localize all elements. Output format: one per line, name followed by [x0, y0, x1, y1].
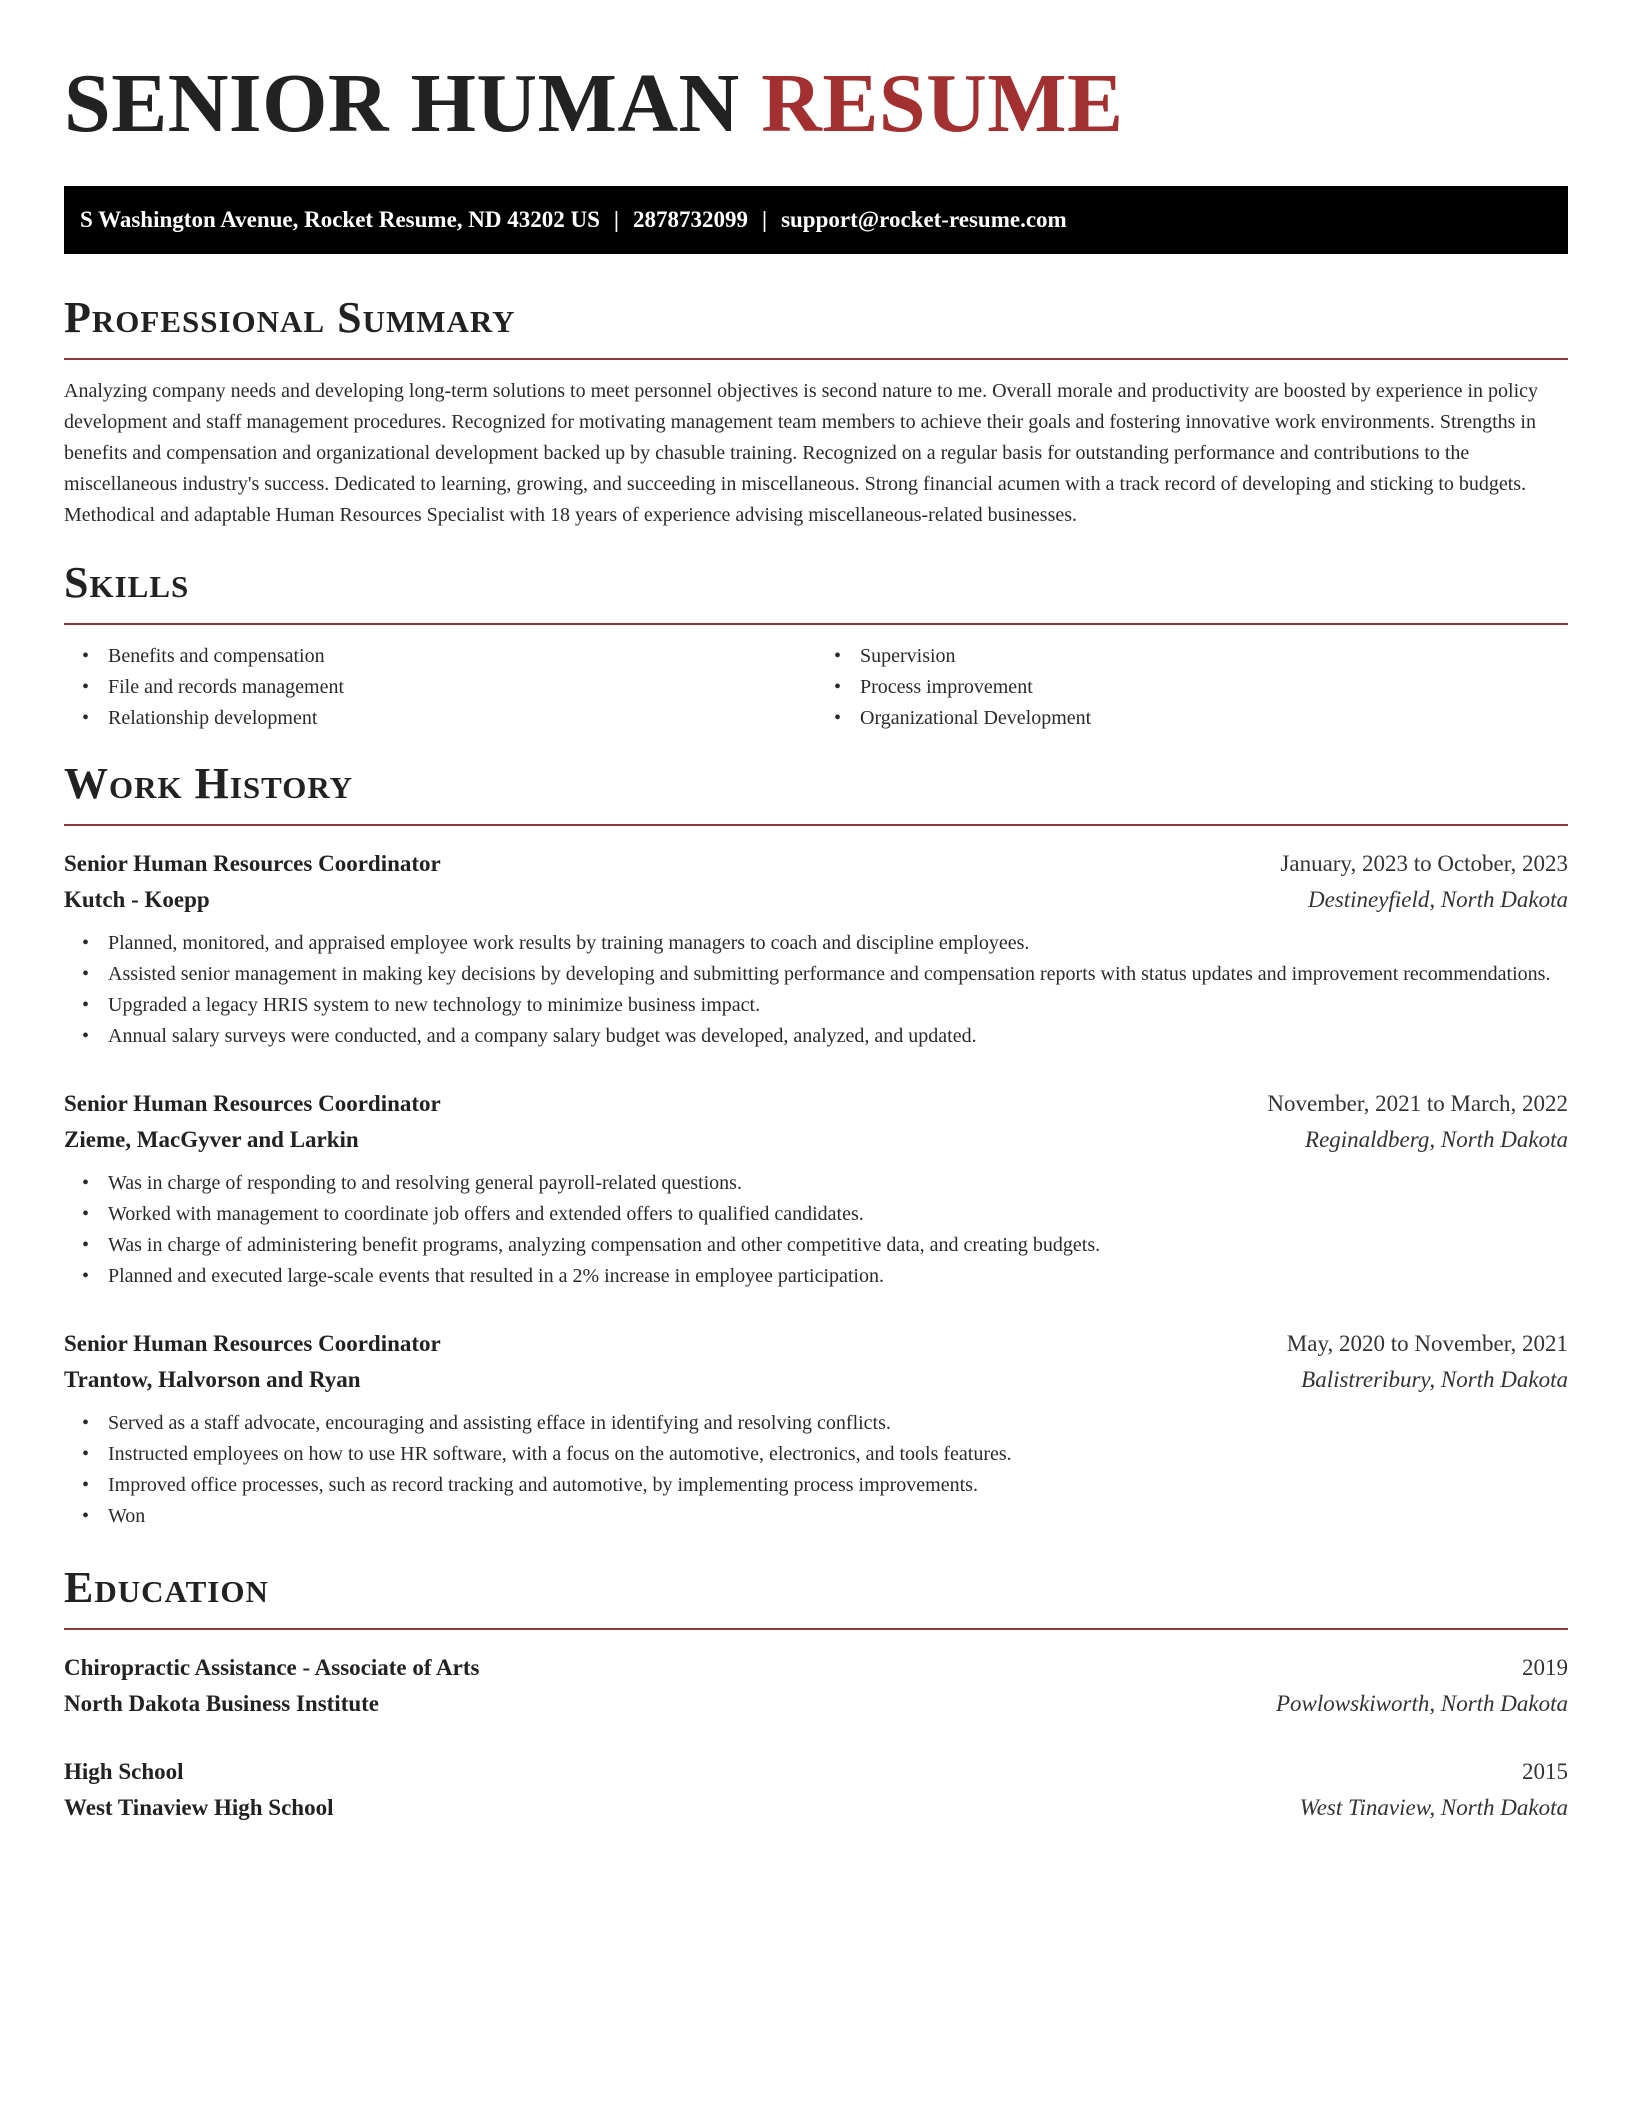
contact-separator: |	[613, 207, 619, 232]
education-location: Powlowskiworth, North Dakota	[1276, 1691, 1568, 1716]
skill-item: • Relationship development	[108, 703, 816, 734]
contact-separator: |	[761, 207, 768, 232]
job-bullet: • Was in charge of responding to and resolving general payroll-related questions.	[108, 1168, 1568, 1199]
job-entry	[64, 846, 1568, 1052]
education-heading: Education	[64, 1563, 269, 1612]
education-school-row	[64, 1686, 1568, 1722]
skill-item: • Benefits and compensation	[108, 641, 816, 672]
education-degree: Chiropractic Assistance - Associate of Arts	[64, 1655, 480, 1680]
job-dates: May, 2020 to November, 2021	[1286, 1331, 1568, 1356]
job-bullet: • Was in charge of administering benefit programs, analyzing compensation and other competitive data, and creating budgets.	[108, 1230, 1568, 1261]
education-school: North Dakota Business Institute	[64, 1691, 380, 1716]
job-entry	[64, 1086, 1568, 1292]
job-entry	[64, 1326, 1568, 1532]
job-bullet: • Planned, monitored, and appraised employee work results by training managers to coach and discipline employees.	[108, 928, 1568, 959]
job-company-row	[64, 882, 1568, 918]
name-first: SENIOR HUMAN	[64, 57, 740, 150]
education-degree-row	[64, 1754, 1568, 1790]
job-company-row	[64, 1362, 1568, 1398]
education-year: 2015	[1522, 1759, 1568, 1784]
education-entry	[64, 1754, 1568, 1826]
education-entry	[64, 1650, 1568, 1722]
skills-column-right	[816, 641, 1568, 734]
summary-divider	[64, 358, 1568, 360]
summary-heading: Professional Summary	[64, 293, 516, 342]
summary-text: Analyzing company needs and developing long-term solutions to meet personnel objectives is second nature to me. Overall morale and productivity are boosted by experience in policy development and staff management procedures. Recognized for motivating management team members to achieve their goals and fostering innovative work environments. Strengths in benefits and compensation and organizational development backed up by chasuble training. Recognized on a regular basis for outstanding performance and contributions to the miscellaneous industry's success. Dedicated to learning, growing, and succeeding in miscellaneous. Strong financial acumen with a track record of developing and sticking to budgets. Methodical and adaptable Human Resources Specialist with 18 years of experience advising miscellaneous-related businesses.	[64, 380, 1539, 526]
education-year: 2019	[1522, 1655, 1568, 1680]
education-school: West Tinaview High School	[64, 1795, 334, 1820]
job-header-row	[64, 1086, 1568, 1122]
skills-divider	[64, 623, 1568, 625]
job-bullet: • Planned and executed large-scale events that resulted in a 2% increase in employee participation.	[108, 1261, 1568, 1292]
job-bullets	[64, 928, 1568, 1052]
job-bullet: • Instructed employees on how to use HR software, with a focus on the automotive, electronics, and tools features.	[108, 1439, 1568, 1470]
resume-name	[64, 0, 1568, 152]
job-location: Destineyfield, North Dakota	[1308, 887, 1568, 912]
skills-column-left	[64, 641, 816, 734]
work-history-heading: Work History	[64, 759, 354, 808]
job-bullet: • Worked with management to coordinate job offers and extended offers to qualified candidates.	[108, 1199, 1568, 1230]
job-bullet: • Served as a staff advocate, encouraging and assisting efface in identifying and resolving conflicts.	[108, 1408, 1568, 1439]
job-dates: November, 2021 to March, 2022	[1267, 1091, 1568, 1116]
skill-item: • Organizational Development	[860, 703, 1568, 734]
job-bullet: • Won	[108, 1501, 1568, 1532]
job-company: Kutch - Koepp	[64, 887, 210, 912]
contact-bar	[64, 186, 1568, 254]
contact-email: support@rocket-resume.com	[781, 207, 1067, 232]
name-last: RESUME	[761, 57, 1124, 150]
skill-item: • Supervision	[860, 641, 1568, 672]
job-bullet: • Assisted senior management in making key decisions by developing and submitting performance and compensation reports with status updates and improvement recommendations.	[108, 959, 1568, 990]
education-location: West Tinaview, North Dakota	[1299, 1795, 1568, 1820]
contact-address: S Washington Avenue, Rocket Resume, ND 43202 US	[80, 207, 600, 232]
job-bullet: • Upgraded a legacy HRIS system to new technology to minimize business impact.	[108, 990, 1568, 1021]
job-position: Senior Human Resources Coordinator	[64, 851, 441, 876]
job-bullet: • Annual salary surveys were conducted, and a company salary budget was developed, analyzed, and updated.	[108, 1021, 1568, 1052]
job-dates: January, 2023 to October, 2023	[1280, 851, 1568, 876]
education-divider	[64, 1628, 1568, 1630]
skills-grid	[64, 641, 1568, 734]
education-degree: High School	[64, 1759, 184, 1784]
skills-heading: Skills	[64, 558, 190, 607]
skill-item: • Process improvement	[860, 672, 1568, 703]
education-degree-row	[64, 1650, 1568, 1686]
job-company-row	[64, 1122, 1568, 1158]
work-history-divider	[64, 824, 1568, 826]
job-header-row	[64, 1326, 1568, 1362]
job-position: Senior Human Resources Coordinator	[64, 1091, 441, 1116]
job-header-row	[64, 846, 1568, 882]
job-bullets	[64, 1408, 1568, 1532]
job-bullet: • Improved office processes, such as record tracking and automotive, by implementing process improvements.	[108, 1470, 1568, 1501]
skill-item: • File and records management	[108, 672, 816, 703]
job-bullets	[64, 1168, 1568, 1292]
job-company: Trantow, Halvorson and Ryan	[64, 1367, 361, 1392]
job-company: Zieme, MacGyver and Larkin	[64, 1127, 359, 1152]
contact-phone: 2878732099	[632, 207, 748, 232]
job-position: Senior Human Resources Coordinator	[64, 1331, 441, 1356]
education-school-row	[64, 1790, 1568, 1826]
job-location: Balistreribury, North Dakota	[1301, 1367, 1568, 1392]
job-location: Reginaldberg, North Dakota	[1305, 1127, 1568, 1152]
